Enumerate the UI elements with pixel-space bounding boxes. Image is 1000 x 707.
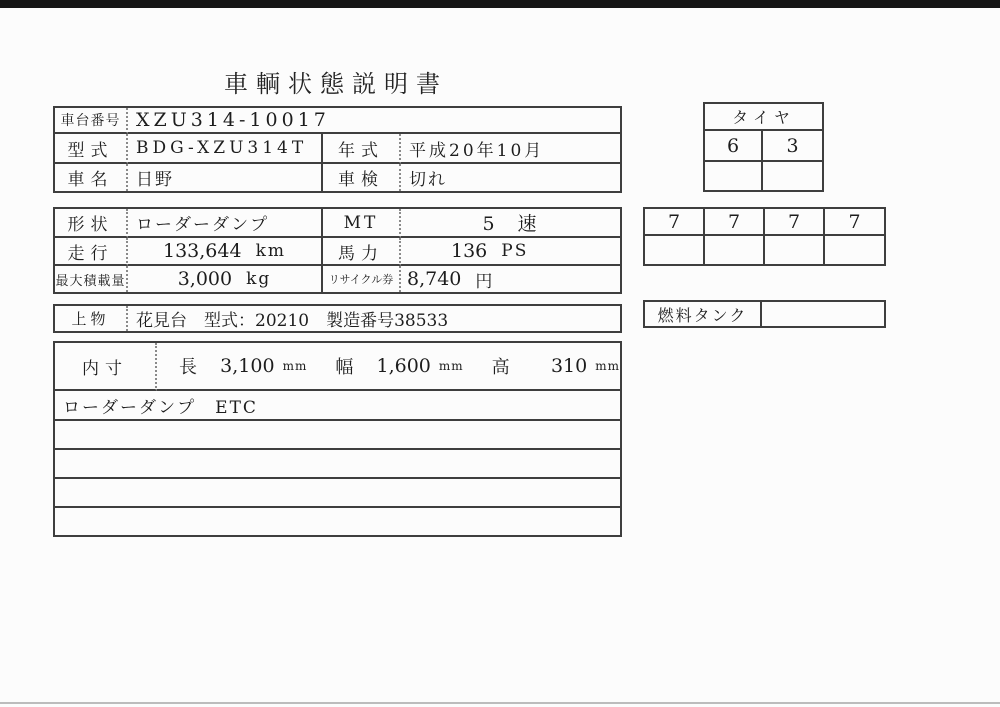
height-unit: mm [595, 359, 620, 373]
page-title: 車輌状態説明書 [224, 70, 448, 98]
recycle-value-cell [401, 266, 620, 292]
payload-label: 最大積載量 [55, 266, 128, 292]
tread-value-empty [825, 236, 884, 264]
height-value: 310 [550, 355, 588, 377]
tread-value: 7 [765, 209, 825, 236]
tire-header: タイヤ [705, 104, 822, 131]
power-label: 馬力 [323, 238, 401, 266]
make-label: 車名 [55, 164, 128, 191]
tread-value-empty [765, 236, 825, 264]
payload-value-cell [128, 266, 323, 292]
tread-value-empty [705, 236, 765, 264]
payload-unit: kg [246, 269, 272, 289]
empty-row [55, 479, 620, 508]
chassis-number-label: 車台番号 [55, 108, 128, 134]
mileage-label: 走行 [55, 238, 128, 266]
mileage-value: 133,644 [163, 240, 242, 262]
chassis-number-value: XZU314-10017 [128, 108, 620, 134]
shape-label: 形状 [55, 209, 128, 238]
height-label: 高 [491, 357, 510, 378]
recycle-value: 8,740 [407, 268, 462, 290]
tire-value: 3 [763, 131, 822, 162]
model-label: 型式 [55, 134, 128, 164]
tire-table [703, 102, 824, 192]
empty-row [55, 508, 620, 535]
inspection-label: 車検 [323, 164, 401, 191]
fuel-tank-value [762, 302, 884, 326]
width-unit: mm [438, 359, 464, 373]
scan-edge-bottom [0, 702, 1000, 704]
tire-value-empty [763, 162, 822, 190]
payload-value: 3,000 [177, 268, 233, 290]
tread-value: 7 [645, 209, 705, 236]
width-value: 1,600 [376, 355, 431, 377]
equipment-row: ローダーダンプ ETC [55, 391, 620, 421]
inner-dimensions-values [157, 343, 620, 391]
year-value: 平成20年10月 [401, 134, 620, 164]
fuel-tank-table [643, 300, 886, 328]
shape-value: ローダーダンプ [128, 209, 323, 238]
power-unit: PS [501, 241, 529, 261]
vehicle-info-table [53, 106, 622, 193]
mileage-value-cell [128, 238, 323, 266]
transmission-value: 5 速 [401, 209, 620, 238]
spec-table [53, 207, 622, 294]
length-label: 長 [179, 357, 197, 378]
empty-row [55, 450, 620, 479]
model-value: BDG-XZU314T [128, 134, 323, 164]
power-value-cell [401, 238, 620, 266]
length-value: 3,100 [220, 355, 275, 377]
body-equipment-table [53, 304, 622, 333]
empty-row [55, 421, 620, 450]
inspection-value: 切れ [409, 170, 447, 190]
recycle-ticket-label: リサイクル券 [323, 266, 401, 292]
inner-dimensions-label: 内寸 [55, 343, 157, 391]
body-value: 花見台 型式：20210 製造番号38533 [136, 311, 449, 331]
inner-dimensions-table [53, 341, 622, 537]
year-label: 年式 [323, 134, 401, 164]
recycle-unit: 円 [475, 271, 495, 292]
mileage-unit: km [255, 241, 286, 261]
power-value: 136 [451, 240, 488, 262]
tire-value-empty [705, 162, 763, 190]
tread-value: 7 [705, 209, 765, 236]
scan-edge-top [0, 0, 1000, 8]
tread-value: 7 [825, 209, 884, 236]
width-label: 幅 [335, 357, 354, 378]
transmission-label: MT [323, 209, 401, 238]
tread-value-empty [645, 236, 705, 264]
fuel-tank-label: 燃料タンク [645, 302, 762, 326]
tread-table [643, 207, 886, 266]
body-label: 上物 [55, 306, 128, 331]
make-value: 日野 [128, 164, 323, 191]
tire-value: 6 [705, 131, 763, 162]
length-unit: mm [282, 359, 308, 373]
